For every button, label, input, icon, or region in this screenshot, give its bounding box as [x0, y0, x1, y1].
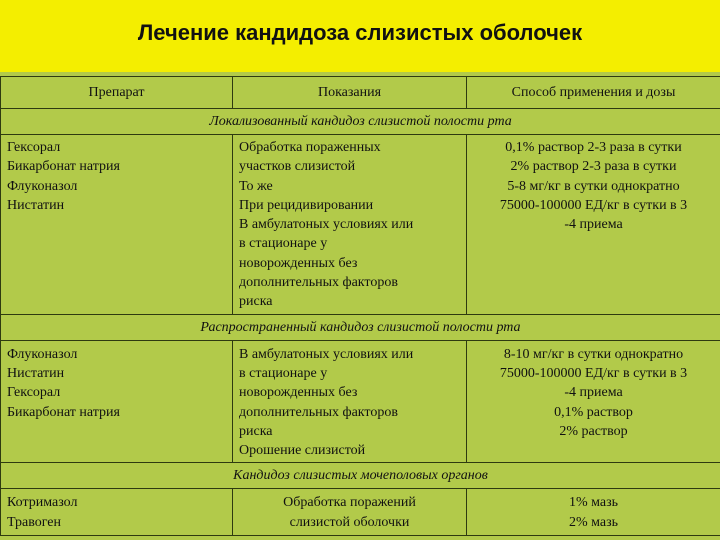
drug-name: Нистатин — [7, 197, 65, 213]
indication-line: В амбулатоных условиях или — [239, 217, 414, 233]
dose-cell — [467, 135, 720, 315]
indication-line: дополнительных факторов — [239, 404, 398, 420]
section-row — [1, 109, 720, 135]
header-dosage: Способ применения и дозы — [467, 77, 720, 109]
section-row — [1, 314, 720, 340]
indication-line: Обработка пораженных — [239, 140, 381, 155]
header-indications: Показания — [233, 77, 467, 109]
indication-cell — [233, 489, 467, 536]
indication-line: Обработка поражений — [283, 495, 416, 511]
drug-name: Котримазол — [7, 495, 78, 511]
table-row — [1, 489, 720, 536]
drug-cell — [1, 135, 233, 315]
drug-name: Флуконазол — [7, 346, 78, 362]
dose-cell — [467, 340, 720, 463]
drug-name: Травоген — [7, 514, 62, 530]
section-heading: Распространенный кандидоз слизистой полости рта — [1, 314, 720, 340]
dose-cell — [467, 489, 720, 536]
drug-name: Нистатин — [7, 365, 65, 381]
indication-line: риска — [239, 423, 273, 439]
indication-line: новорожденных без — [239, 255, 358, 271]
drug-name: Бикарбонат натрия — [7, 404, 120, 420]
indication-line: В амбулатоных условиях или — [239, 346, 414, 362]
dose-line: 2% раствор 2-3 раза в сутки — [510, 159, 677, 175]
table-header-row — [1, 77, 720, 109]
indication-line: в стационаре у — [239, 365, 328, 381]
dose-line: -4 приема — [564, 385, 623, 401]
section-heading: Кандидоз слизистых мочеполовых органов — [1, 463, 720, 489]
indication-line: То же — [239, 178, 273, 194]
dose-line: 75000-100000 ЕД/кг в сутки в 3 — [499, 365, 688, 381]
drug-cell — [1, 340, 233, 463]
dose-line: 75000-100000 ЕД/кг в сутки в 3 — [499, 197, 688, 213]
dose-line: -4 приема — [564, 217, 623, 233]
indication-cell — [233, 340, 467, 463]
indication-line: При рецидивировании — [239, 197, 374, 213]
table-row — [1, 135, 720, 315]
dose-line: 2% мазь — [568, 514, 619, 530]
section-heading: Локализованный кандидоз слизистой полости рта — [1, 109, 720, 135]
indication-line: слизистой оболочки — [289, 514, 410, 530]
indication-cell — [233, 135, 467, 315]
section-row — [1, 463, 720, 489]
table-row — [1, 340, 720, 463]
drug-name: Флуконазол — [7, 178, 78, 194]
dose-line: 1% мазь — [568, 495, 619, 511]
indication-line: участков слизистой — [239, 159, 356, 175]
indication-line: новорожденных без — [239, 385, 358, 401]
indication-line: дополнительных факторов — [239, 275, 398, 291]
dose-line: 0,1% раствор — [554, 404, 633, 420]
dose-line: 8-10 мг/кг в сутки однократно — [503, 346, 684, 362]
drug-name: Гексорал — [7, 385, 61, 401]
indication-line: в стационаре у — [239, 236, 328, 252]
dose-line: 5-8 мг/кг в сутки однократно — [507, 178, 680, 194]
treatment-table — [0, 76, 720, 536]
indication-line: Орошение слизистой — [239, 443, 366, 459]
drug-cell — [1, 489, 233, 536]
drug-name: Бикарбонат натрия — [7, 159, 120, 175]
slide-title: Лечение кандидоза слизистых оболочек — [137, 20, 583, 45]
drug-name: Гексорал — [7, 140, 61, 155]
dose-line: 0,1% раствор 2-3 раза в сутки — [505, 140, 682, 155]
header-drug: Препарат — [1, 77, 233, 109]
indication-line: риска — [239, 294, 273, 310]
dose-line: 2% раствор — [559, 423, 628, 439]
